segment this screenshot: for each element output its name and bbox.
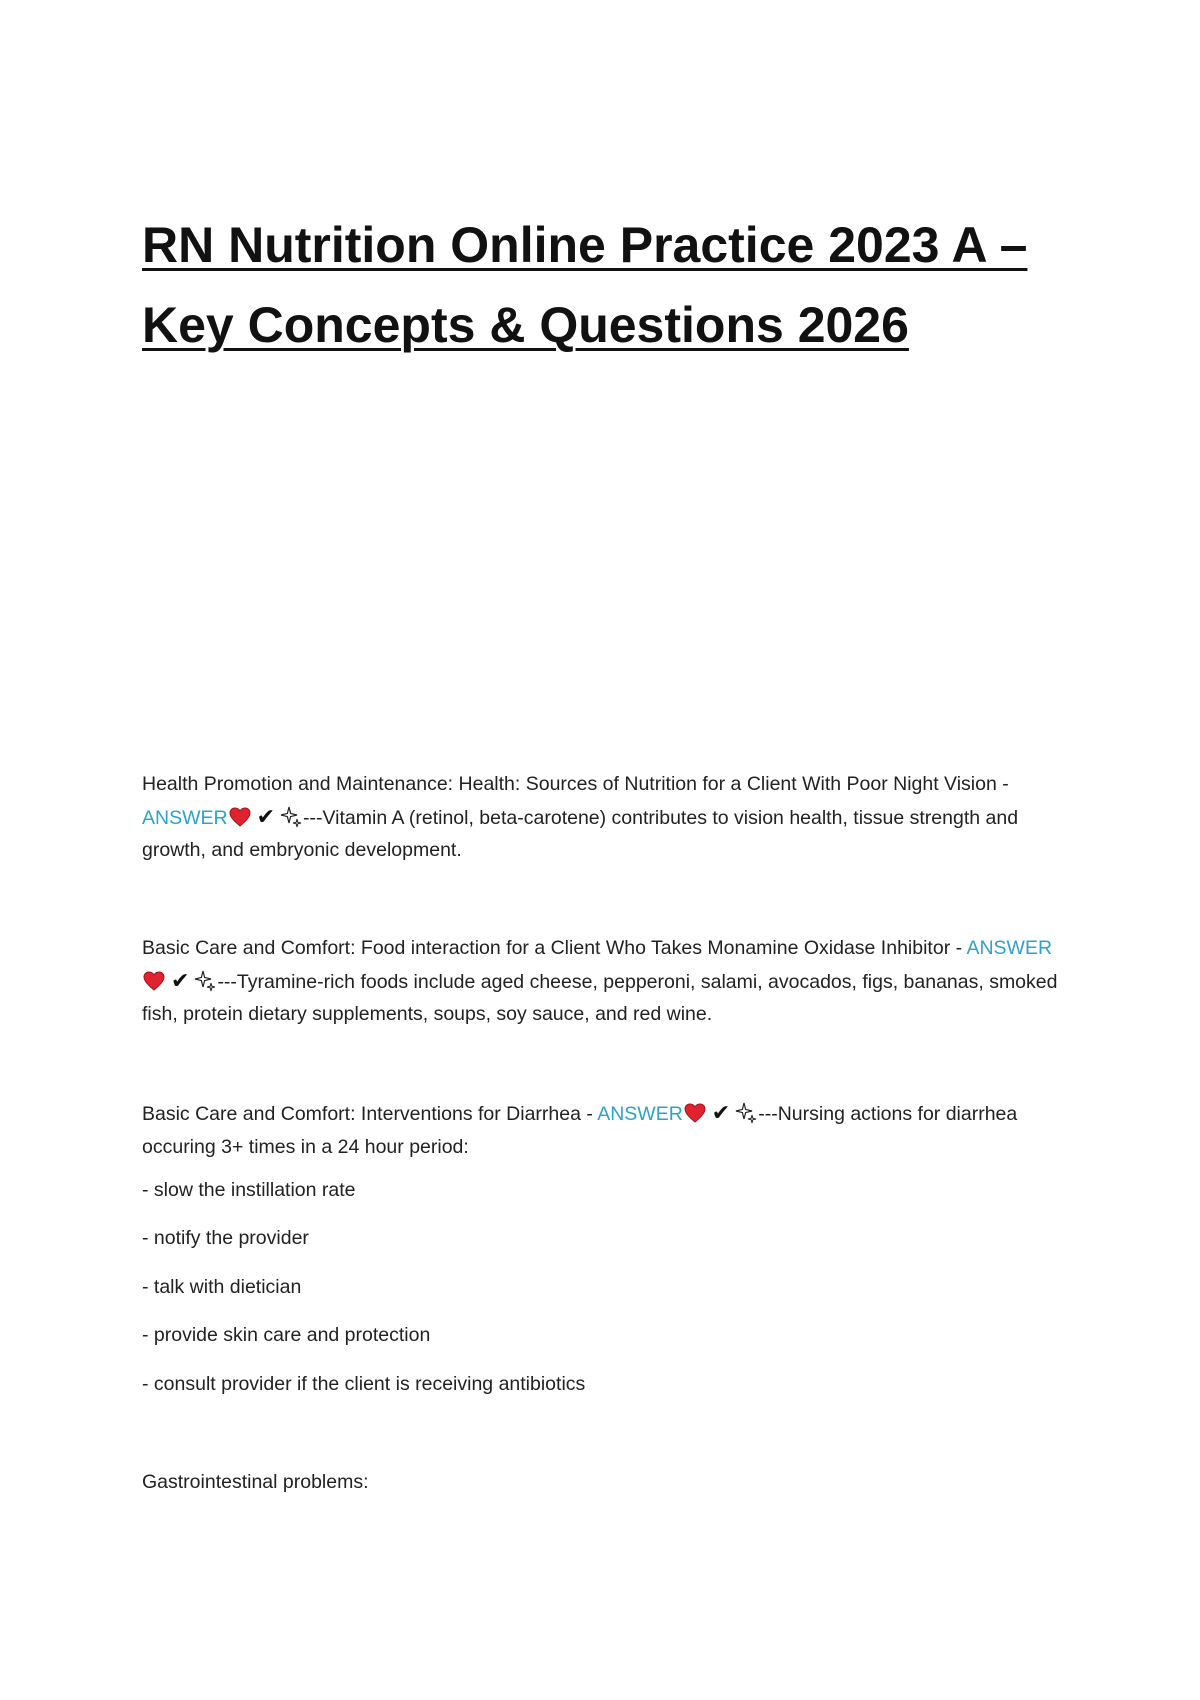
title-line-2: Key Concepts & Questions 2026 bbox=[142, 297, 909, 353]
list-item: - slow the instillation rate bbox=[142, 1179, 356, 1201]
qa-entry bbox=[142, 1097, 1072, 1163]
heart-icon bbox=[143, 971, 165, 991]
list-item: - consult provider if the client is receiving antibiotics bbox=[142, 1373, 586, 1395]
answer-text: ---Nursing actions for diarrhea occuring 3+ times in a 24 hour period: bbox=[142, 1103, 1018, 1158]
answer-text: ---Vitamin A (retinol, beta-carotene) contributes to vision health, tissue strength and growth, and embryonic development. bbox=[142, 806, 1019, 861]
qa-entry bbox=[142, 768, 1072, 867]
answer-label: ANSWER bbox=[966, 937, 1053, 959]
sparkle-icon bbox=[734, 1101, 758, 1125]
section-heading: Gastrointestinal problems: bbox=[142, 1471, 369, 1493]
check-icon: ✔ bbox=[711, 1100, 731, 1125]
question-text: Basic Care and Comfort: Interventions for Diarrhea - bbox=[142, 1103, 598, 1125]
list-item: - provide skin care and protection bbox=[142, 1324, 431, 1346]
answer-label: ANSWER bbox=[597, 1103, 683, 1125]
page-title bbox=[142, 205, 1062, 365]
sparkle-icon bbox=[193, 969, 217, 993]
check-icon: ✔ bbox=[171, 967, 190, 993]
list-item: - talk with dietician bbox=[142, 1276, 302, 1298]
heart-icon bbox=[229, 807, 251, 827]
check-icon: ✔ bbox=[256, 803, 276, 829]
list-item: - notify the provider bbox=[142, 1227, 309, 1249]
answer-text: ---Tyramine-rich foods include aged cheese, pepperoni, salami, avocados, figs, bananas, smoked fish, protein dietary supplements, soups, soy sauce, and red wine. bbox=[142, 970, 1058, 1025]
qa-entry bbox=[142, 932, 1072, 1031]
heart-icon bbox=[684, 1103, 706, 1123]
question-text: Basic Care and Comfort: Food interaction for a Client Who Takes Monamine Oxidase Inhibitor - bbox=[142, 937, 967, 959]
question-text: Health Promotion and Maintenance: Health: Sources of Nutrition for a Client With Poor Night Vision - bbox=[142, 773, 1009, 795]
sparkle-icon bbox=[279, 805, 303, 829]
answer-label: ANSWER bbox=[142, 806, 228, 829]
title-line-1: RN Nutrition Online Practice 2023 A – bbox=[142, 217, 1028, 273]
